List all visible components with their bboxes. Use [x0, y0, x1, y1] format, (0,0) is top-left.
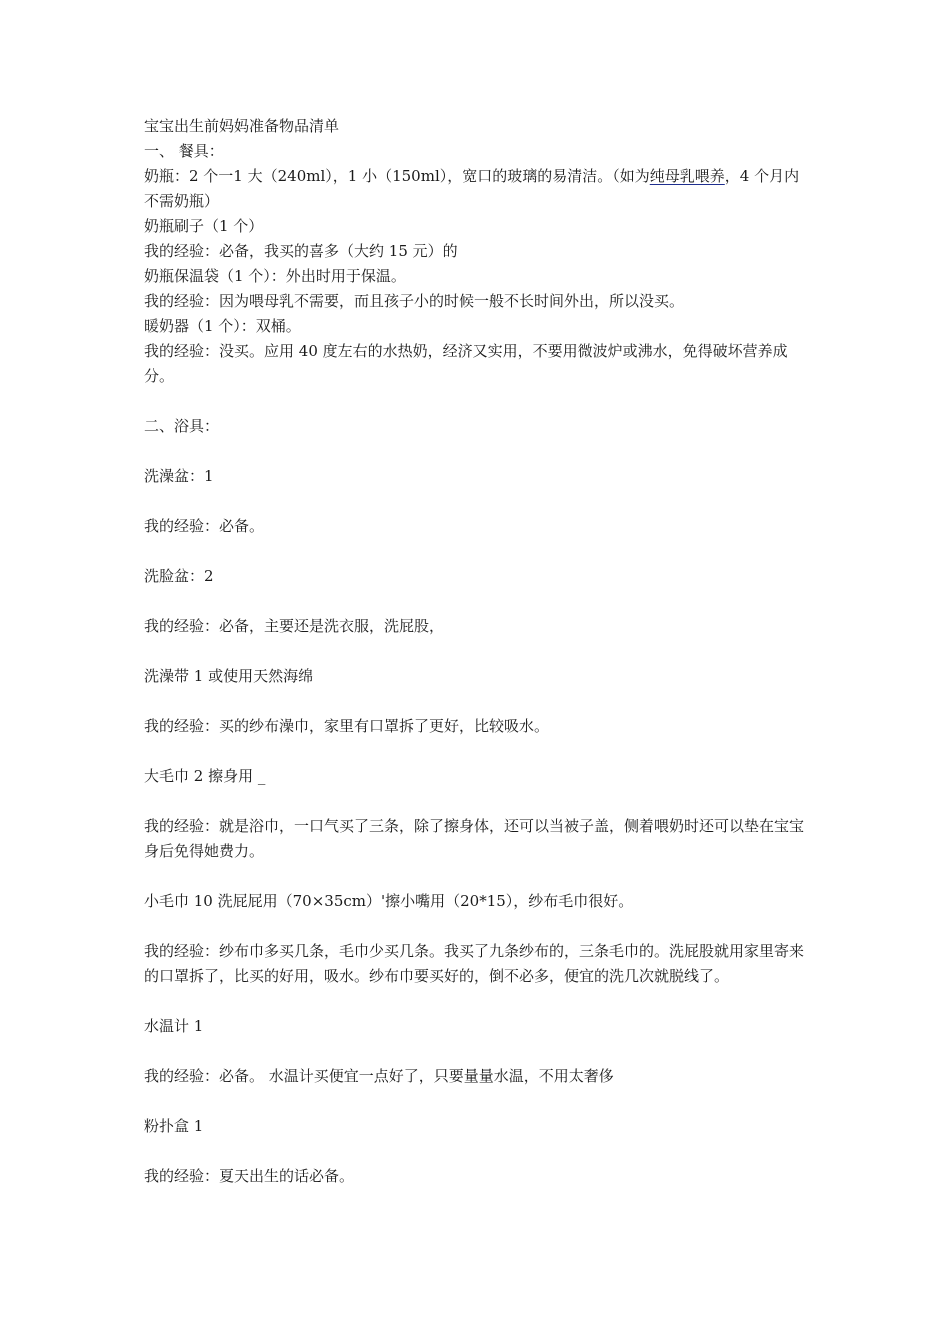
item-warming-bag-experience: 我的经验：因为喂母乳不需要，而且孩子小的时候一般不长时间外出，所以没买。 [144, 292, 685, 310]
spacer [144, 439, 814, 464]
item-brush-experience: 我的经验：必备，我买的喜多（大约 15 元）的 [144, 242, 458, 260]
section-heading-bath: 二、浴具： [144, 417, 220, 435]
spacer [144, 689, 814, 714]
spacer [144, 1039, 814, 1064]
document-title: 宝宝出生前妈妈准备物品清单 [144, 117, 340, 135]
item-bath-strap: 洗澡带 1 或使用天然海绵 [144, 667, 314, 685]
item-thermometer: 水温计 1 [144, 1017, 204, 1035]
breastfeeding-link[interactable]: 纯母乳喂养 [649, 167, 725, 185]
item-powder-puff-experience: 我的经验：夏天出生的话必备。 [144, 1167, 355, 1185]
item-bottle-text-a: 奶瓶：2 个一1 大（240ml），1 小（150ml），宽口的玻璃的易清洁。（如为 [144, 167, 650, 185]
document-body [144, 114, 814, 1189]
spacer [144, 539, 814, 564]
spacer [144, 1089, 814, 1114]
item-big-towel-experience: 我的经验：就是浴巾，一口气买了三条，除了擦身体，还可以当被子盖，侧着喂奶时还可以垫在宝宝身后免得她费力。 [144, 817, 805, 860]
item-thermometer-experience: 我的经验：必备。 水温计买便宜一点好了，只要量量水温，不用太奢侈 [144, 1067, 614, 1085]
item-bottle-text-b: ，4 个月内不需奶瓶） [144, 167, 800, 210]
item-bottle [144, 164, 814, 214]
spacer [144, 489, 814, 514]
item-milk-warmer: 暖奶器（1 个）：双桶。 [144, 317, 301, 335]
spacer [144, 1139, 814, 1164]
spacer [144, 589, 814, 614]
item-bath-strap-experience: 我的经验：买的纱布澡巾，家里有口罩拆了更好，比较吸水。 [144, 717, 550, 735]
item-bathtub: 洗澡盆：1 [144, 467, 214, 485]
item-milk-warmer-experience: 我的经验：没买。应用 40 度左右的水热奶，经济又实用，不要用微波炉或沸水，免得破坏营养成分。 [144, 342, 788, 385]
spacer [144, 739, 814, 764]
item-brush: 奶瓶刷子（1 个） [144, 217, 264, 235]
spacer [144, 389, 814, 414]
item-big-towel: 大毛巾 2 擦身用 _ [144, 767, 266, 785]
section-heading-tableware: 一、 餐具： [144, 142, 224, 160]
spacer [144, 914, 814, 939]
item-basin: 洗脸盆：2 [144, 567, 214, 585]
spacer [144, 639, 814, 664]
spacer [144, 864, 814, 889]
spacer [144, 989, 814, 1014]
item-bathtub-experience: 我的经验：必备。 [144, 517, 265, 535]
item-small-towel: 小毛巾 10 洗屁屁用（70×35cm）'擦小嘴用（20*15），纱布毛巾很好。 [144, 892, 634, 910]
item-warming-bag: 奶瓶保温袋（1 个）：外出时用于保温。 [144, 267, 406, 285]
spacer [144, 789, 814, 814]
item-small-towel-experience: 我的经验：纱布巾多买几条，毛巾少买几条。我买了九条纱布的，三条毛巾的。洗屁股就用家里寄来的口罩拆了，比买的好用，吸水。纱布巾要买好的，倒不必多，便宜的洗几次就脱线了。 [144, 942, 805, 985]
item-powder-puff: 粉扑盒 1 [144, 1117, 204, 1135]
item-basin-experience: 我的经验：必备，主要还是洗衣服，洗屁股， [144, 617, 445, 635]
